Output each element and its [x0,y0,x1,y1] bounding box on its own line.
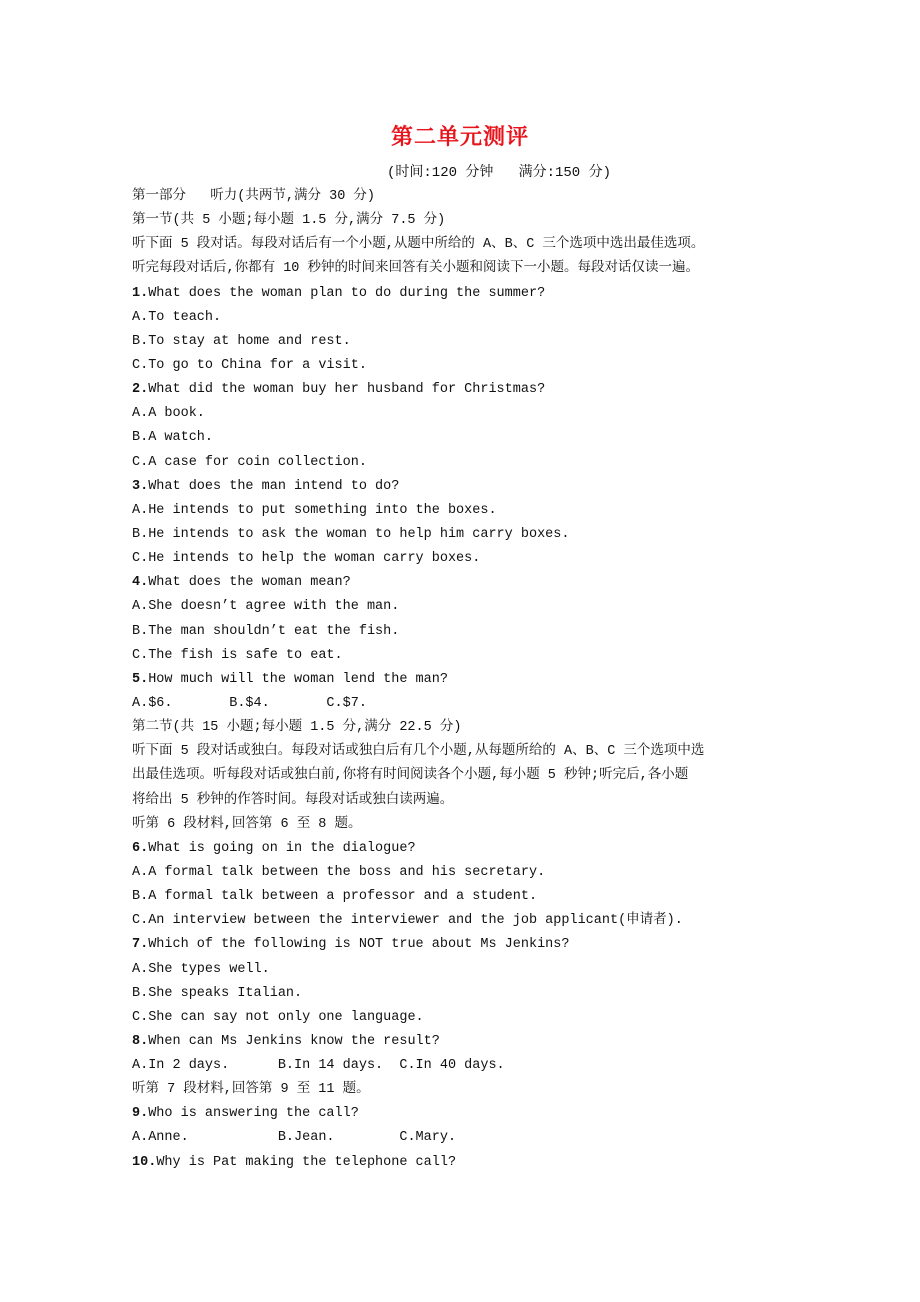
line-text: B.A watch. [132,430,214,446]
question-line [132,837,812,861]
text-line [132,692,812,716]
question-number: 3. [132,478,149,494]
text-line [132,764,812,788]
line-text: 第二节(共 15 小题;每小题 1.5 分,满分 22.5 分) [132,720,462,736]
line-text: What does the man intend to do? [148,478,400,494]
text-line [132,861,812,885]
line-text: A.Anne. B.Jean. C.Mary. [132,1130,457,1146]
question-line [132,378,812,402]
line-text: C.The fish is safe to eat. [132,647,343,663]
text-line [132,330,812,354]
line-text: C.To go to China for a visit. [132,357,367,373]
question-number: 6. [132,840,149,856]
text-line [132,451,812,475]
text-line [132,233,812,257]
text-line [132,1126,812,1150]
line-text: A.In 2 days. B.In 14 days. C.In 40 days. [132,1058,505,1074]
question-number: 4. [132,575,149,591]
line-text: What does the woman plan to do during the summer? [148,285,546,301]
line-text: B.He intends to ask the woman to help him carry boxes. [132,526,570,542]
question-line [132,1102,812,1126]
document-title: 第二单元测评 [390,124,529,150]
question-number: 1. [132,285,149,301]
text-line [132,209,812,233]
question-number: 8. [132,1033,149,1049]
line-text: A.A book. [132,406,205,422]
line-text: 听第 7 段材料,回答第 9 至 11 题。 [132,1082,370,1098]
line-text: Why is Pat making the telephone call? [156,1154,457,1170]
line-text: How much will the woman lend the man? [148,671,448,687]
line-text: 出最佳选项。听每段对话或独白前,你将有时间阅读各个小题,每小题 5 秒钟;听完后,各小题 [132,768,689,784]
text-line [132,740,812,764]
line-text: A.$6. B.$4. C.$7. [132,695,367,711]
line-text: A.To teach. [132,309,222,325]
text-line [132,644,812,668]
line-text: When can Ms Jenkins know the result? [148,1033,440,1049]
line-text: A.She doesn’t agree with the man. [132,599,400,615]
line-text: B.To stay at home and rest. [132,333,351,349]
text-line [132,257,812,281]
document-body [132,185,812,1175]
exam-info [0,161,920,181]
question-line [132,1151,812,1175]
line-text: What does the woman mean? [148,575,351,591]
line-text: 将给出 5 秒钟的作答时间。每段对话或独白读两遍。 [132,792,454,808]
exam-time-score: (时间:120 分钟 满分:150 分) [386,165,612,181]
text-line [132,402,812,426]
question-line [132,571,812,595]
line-text: C.He intends to help the woman carry boxes. [132,551,481,567]
line-text: Who is answering the call? [148,1106,359,1122]
question-line [132,282,812,306]
text-line [132,1078,812,1102]
question-line [132,668,812,692]
text-line [132,716,812,740]
line-text: 听下面 5 段对话或独白。每段对话或独白后有几个小题,从每题所给的 A、B、C 三个选项中选 [132,744,705,760]
text-line [132,1006,812,1030]
text-line [132,306,812,330]
line-text: B.She speaks Italian. [132,985,303,1001]
line-text: 第一节(共 5 小题;每小题 1.5 分,满分 7.5 分) [132,213,446,229]
question-number: 7. [132,937,149,953]
text-line [132,1054,812,1078]
question-number: 10. [132,1154,157,1170]
line-text: 听完每段对话后,你都有 10 秒钟的时间来回答有关小题和阅读下一小题。每段对话仅读一遍。 [132,261,700,277]
text-line [132,547,812,571]
text-line [132,885,812,909]
text-line [132,185,812,209]
text-line [132,426,812,450]
line-text: 听第 6 段材料,回答第 6 至 8 题。 [132,816,362,832]
text-line [132,595,812,619]
text-line [132,909,812,933]
question-line [132,933,812,957]
line-text: A.A formal talk between the boss and his secretary. [132,864,546,880]
question-number: 9. [132,1106,149,1122]
text-line [132,958,812,982]
line-text: C.She can say not only one language. [132,1009,424,1025]
line-text: What did the woman buy her husband for Christmas? [148,382,546,398]
line-text: 第一部分 听力(共两节,满分 30 分) [132,189,376,204]
line-text: B.The man shouldn’t eat the fish. [132,623,400,639]
text-line [132,523,812,547]
line-text: A.He intends to put something into the boxes. [132,502,497,518]
line-text: C.An interview between the interviewer and the job applicant(申请者). [132,913,683,929]
text-line [132,813,812,837]
line-text: Which of the following is NOT true about Ms Jenkins? [148,937,570,953]
text-line [132,499,812,523]
line-text: B.A formal talk between a professor and a student. [132,889,538,905]
question-line [132,475,812,499]
text-line [132,354,812,378]
line-text: 听下面 5 段对话。每段对话后有一个小题,从题中所给的 A、B、C 三个选项中选出最佳选项。 [132,237,705,253]
line-text: What is going on in the dialogue? [148,840,416,856]
question-number: 2. [132,382,149,398]
text-line [132,789,812,813]
question-line [132,1030,812,1054]
line-text: C.A case for coin collection. [132,454,367,470]
question-number: 5. [132,671,149,687]
line-text: A.She types well. [132,961,270,977]
text-line [132,982,812,1006]
text-line [132,620,812,644]
